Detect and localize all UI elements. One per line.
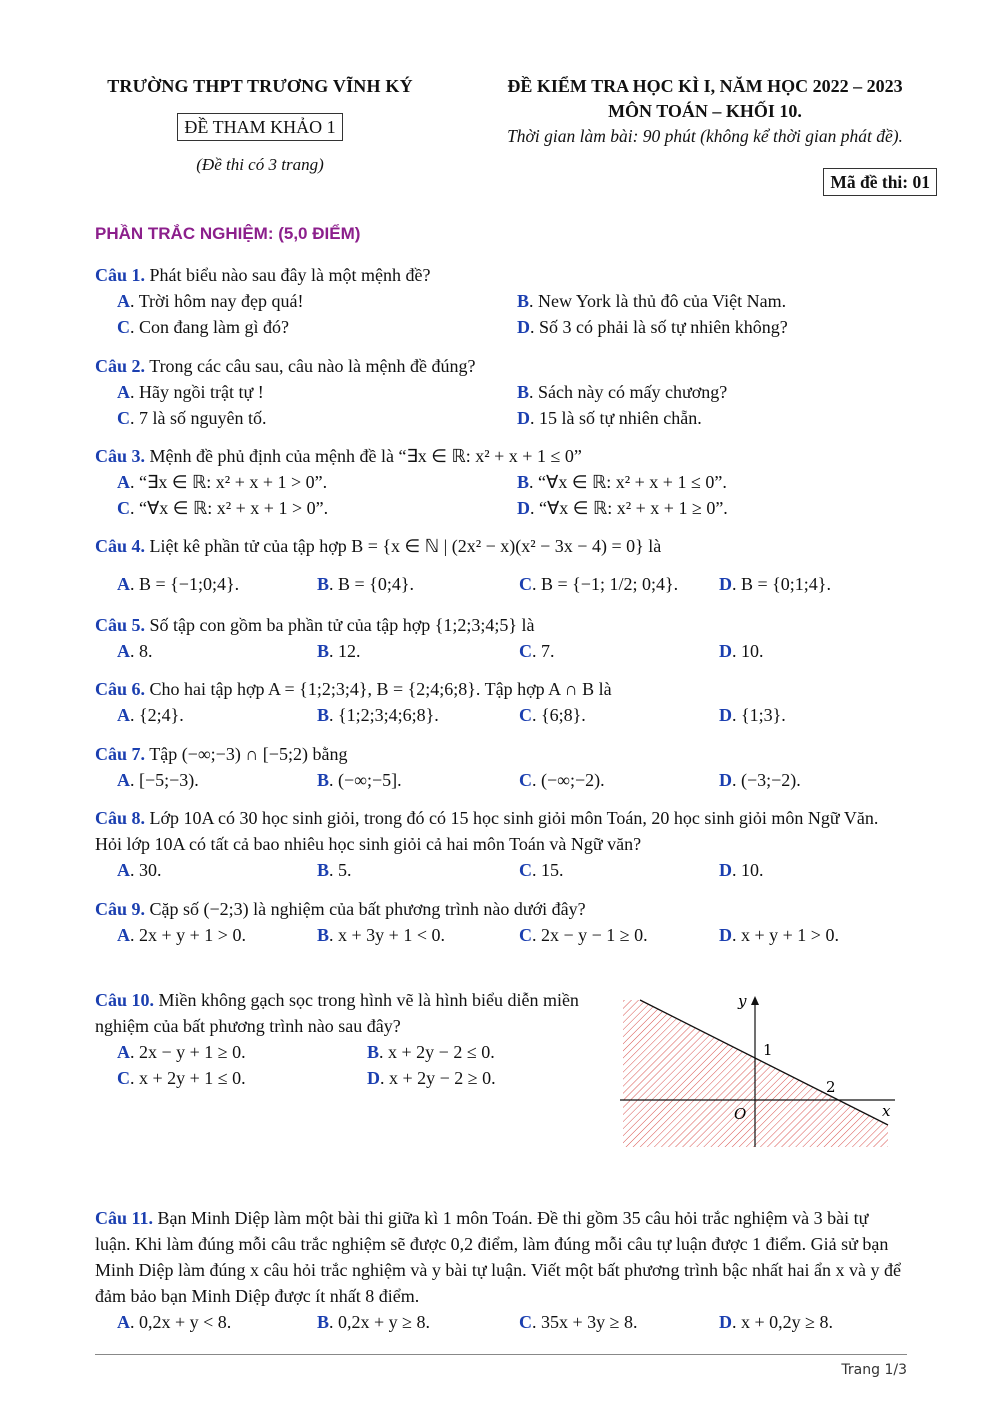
question-3	[95, 443, 907, 521]
exam-code: Mã đề thi: 01	[823, 168, 937, 196]
option-b[interactable]: B. x + 3y + 1 < 0.	[317, 925, 445, 945]
question-label: Câu 7.	[95, 744, 146, 764]
option-a[interactable]: A. Hãy ngồi trật tự !	[117, 382, 264, 402]
option-a[interactable]: A. 30.	[117, 860, 162, 880]
option-a[interactable]: A. 2x + y + 1 > 0.	[117, 925, 246, 945]
option-c[interactable]: C. 7 là số nguyên tố.	[117, 408, 267, 428]
question-11	[95, 1205, 907, 1335]
question-9	[95, 896, 907, 948]
question-7	[95, 741, 907, 793]
option-c[interactable]: C. 35x + 3y ≥ 8.	[519, 1312, 638, 1332]
option-d[interactable]: D. x + 2y − 2 ≥ 0.	[367, 1068, 496, 1088]
question-text: Tập (−∞;−3) ∩ [−5;2) bằng	[149, 744, 348, 764]
pages-note: (Đề thi có 3 trang)	[196, 155, 324, 174]
option-d[interactable]: D. (−3;−2).	[719, 770, 801, 790]
option-b[interactable]: B. 5.	[317, 860, 352, 880]
question-text: Trong các câu sau, câu nào là mệnh đề đúng?	[149, 356, 476, 376]
option-b[interactable]: B. New York là thủ đô của Việt Nam.	[517, 291, 787, 311]
y-arrow-icon	[751, 996, 759, 1005]
option-d[interactable]: D. Số 3 có phải là số tự nhiên không?	[517, 317, 788, 337]
question-5	[95, 612, 907, 664]
option-c[interactable]: C. 15.	[519, 860, 564, 880]
school-name: TRƯỜNG THPT TRƯƠNG VĨNH KÝ	[107, 76, 413, 96]
question-label: Câu 9.	[95, 899, 146, 919]
y-axis-label: y	[738, 992, 747, 1010]
option-a[interactable]: A. [−5;−3).	[117, 770, 199, 790]
question-label: Câu 11.	[95, 1208, 154, 1228]
question-label: Câu 8.	[95, 808, 146, 828]
question-label: Câu 4.	[95, 536, 146, 556]
question-10	[95, 987, 610, 1091]
inequality-graph	[620, 990, 900, 1150]
x-axis-label: x	[882, 1102, 891, 1120]
question-2	[95, 353, 907, 431]
header-right	[460, 76, 950, 147]
option-a[interactable]: A. 2x − y + 1 ≥ 0.	[117, 1042, 246, 1062]
question-8	[95, 805, 907, 883]
option-b[interactable]: B. B = {0;4}.	[317, 574, 414, 594]
x-intercept-label: 2	[826, 1078, 836, 1096]
section-title: PHẦN TRẮC NGHIỆM: (5,0 ĐIỂM)	[95, 224, 361, 243]
option-c[interactable]: C. x + 2y + 1 ≤ 0.	[117, 1068, 246, 1088]
option-a[interactable]: A. “∃x ∈ ℝ: x² + x + 1 > 0”.	[117, 472, 328, 492]
option-c[interactable]: C. Con đang làm gì đó?	[117, 317, 289, 337]
option-c[interactable]: C. 7.	[519, 641, 555, 661]
question-text: Cho hai tập hợp A = {1;2;3;4}, B = {2;4;6;8}. Tập hợp A ∩ B là	[149, 679, 612, 699]
option-d[interactable]: D. B = {0;1;4}.	[719, 574, 831, 594]
option-c[interactable]: C. 2x − y − 1 ≥ 0.	[519, 925, 648, 945]
question-6	[95, 676, 907, 728]
option-c[interactable]: C. {6;8}.	[519, 705, 586, 725]
subject: MÔN TOÁN – KHỐI 10.	[608, 101, 802, 121]
time-note: Thời gian làm bài: 90 phút (không kể thời gian phát đề).	[507, 126, 903, 146]
option-a[interactable]: A. Trời hôm nay đẹp quá!	[117, 291, 304, 311]
question-text: Cặp số (−2;3) là nghiệm của bất phương trình nào dưới đây?	[149, 899, 586, 919]
option-c[interactable]: C. “∀x ∈ ℝ: x² + x + 1 > 0”.	[117, 498, 329, 518]
option-a[interactable]: A. B = {−1;0;4}.	[117, 574, 240, 594]
question-1	[95, 262, 907, 340]
question-text: Lớp 10A có 30 học sinh giỏi, trong đó có 15 học sinh giỏi môn Toán, 20 học sinh giỏi môn Ngữ Văn. Hỏi lớp 10A có tất cả bao nhiêu học sinh giỏi cả hai môn Toán và Ngữ văn?	[95, 808, 879, 854]
question-text: Số tập con gồm ba phần tử của tập hợp {1;2;3;4;5} là	[149, 615, 535, 635]
question-4	[95, 533, 907, 597]
question-text: Mệnh đề phủ định của mệnh đề là “∃x ∈ ℝ: x² + x + 1 ≤ 0”	[149, 446, 582, 466]
option-a[interactable]: A. {2;4}.	[117, 705, 184, 725]
option-b[interactable]: B. 12.	[317, 641, 361, 661]
option-b[interactable]: B. {1;2;3;4;6;8}.	[317, 705, 439, 725]
option-b[interactable]: B. Sách này có mấy chương?	[517, 382, 728, 402]
option-a[interactable]: A. 0,2x + y < 8.	[117, 1312, 232, 1332]
option-b[interactable]: B. “∀x ∈ ℝ: x² + x + 1 ≤ 0”.	[517, 472, 727, 492]
exam-label: ĐỀ THAM KHẢO 1	[177, 113, 342, 141]
option-d[interactable]: D. 10.	[719, 860, 764, 880]
option-d[interactable]: D. 10.	[719, 641, 764, 661]
question-label: Câu 1.	[95, 265, 146, 285]
question-text: Miền không gạch sọc trong hình vẽ là hình biểu diễn miền nghiệm của bất phương trình nào sau đây?	[95, 990, 579, 1036]
y-intercept-label: 1	[763, 1041, 773, 1059]
option-d[interactable]: D. 15 là số tự nhiên chẵn.	[517, 408, 702, 428]
page-number: Trang 1/3	[841, 1362, 907, 1378]
option-b[interactable]: B. (−∞;−5].	[317, 770, 402, 790]
question-text: Liệt kê phần tử của tập hợp B = {x ∈ ℕ | (2x² − x)(x² − 3x − 4) = 0} là	[149, 536, 662, 556]
option-a[interactable]: A. 8.	[117, 641, 153, 661]
header-left	[90, 76, 430, 175]
question-text: Bạn Minh Diệp làm một bài thi giữa kì 1 môn Toán. Đề thi gồm 35 câu hỏi trắc nghiệm và 3 bài tự luận. Khi làm đúng mỗi câu trắc nghiệm sẽ được 0,2 điểm, làm đúng mỗi câu tự luận được 1 điểm. Giả sử bạn Minh Diệp làm đúng x câu hỏi trắc nghiệm và y bài tự luận. Viết một bất phương trình bậc nhất hai ẩn x và y để đảm bảo bạn Minh Diệp được ít nhất 8 điểm.	[95, 1208, 901, 1306]
option-d[interactable]: D. “∀x ∈ ℝ: x² + x + 1 ≥ 0”.	[517, 498, 728, 518]
question-label: Câu 10.	[95, 990, 155, 1010]
option-b[interactable]: B. x + 2y − 2 ≤ 0.	[367, 1042, 495, 1062]
question-label: Câu 5.	[95, 615, 146, 635]
option-c[interactable]: C. B = {−1; 1/2; 0;4}.	[519, 574, 679, 594]
option-c[interactable]: C. (−∞;−2).	[519, 770, 605, 790]
footer-divider	[95, 1354, 907, 1355]
option-d[interactable]: D. {1;3}.	[719, 705, 786, 725]
question-label: Câu 3.	[95, 446, 146, 466]
question-text: Phát biểu nào sau đây là một mệnh đề?	[149, 265, 431, 285]
option-d[interactable]: D. x + y + 1 > 0.	[719, 925, 839, 945]
question-label: Câu 6.	[95, 679, 146, 699]
option-b[interactable]: B. 0,2x + y ≥ 8.	[317, 1312, 431, 1332]
exam-title: ĐỀ KIỂM TRA HỌC KÌ I, NĂM HỌC 2022 – 2023	[507, 76, 903, 96]
question-label: Câu 2.	[95, 356, 146, 376]
origin-label: O	[734, 1105, 747, 1123]
option-d[interactable]: D. x + 0,2y ≥ 8.	[719, 1312, 834, 1332]
